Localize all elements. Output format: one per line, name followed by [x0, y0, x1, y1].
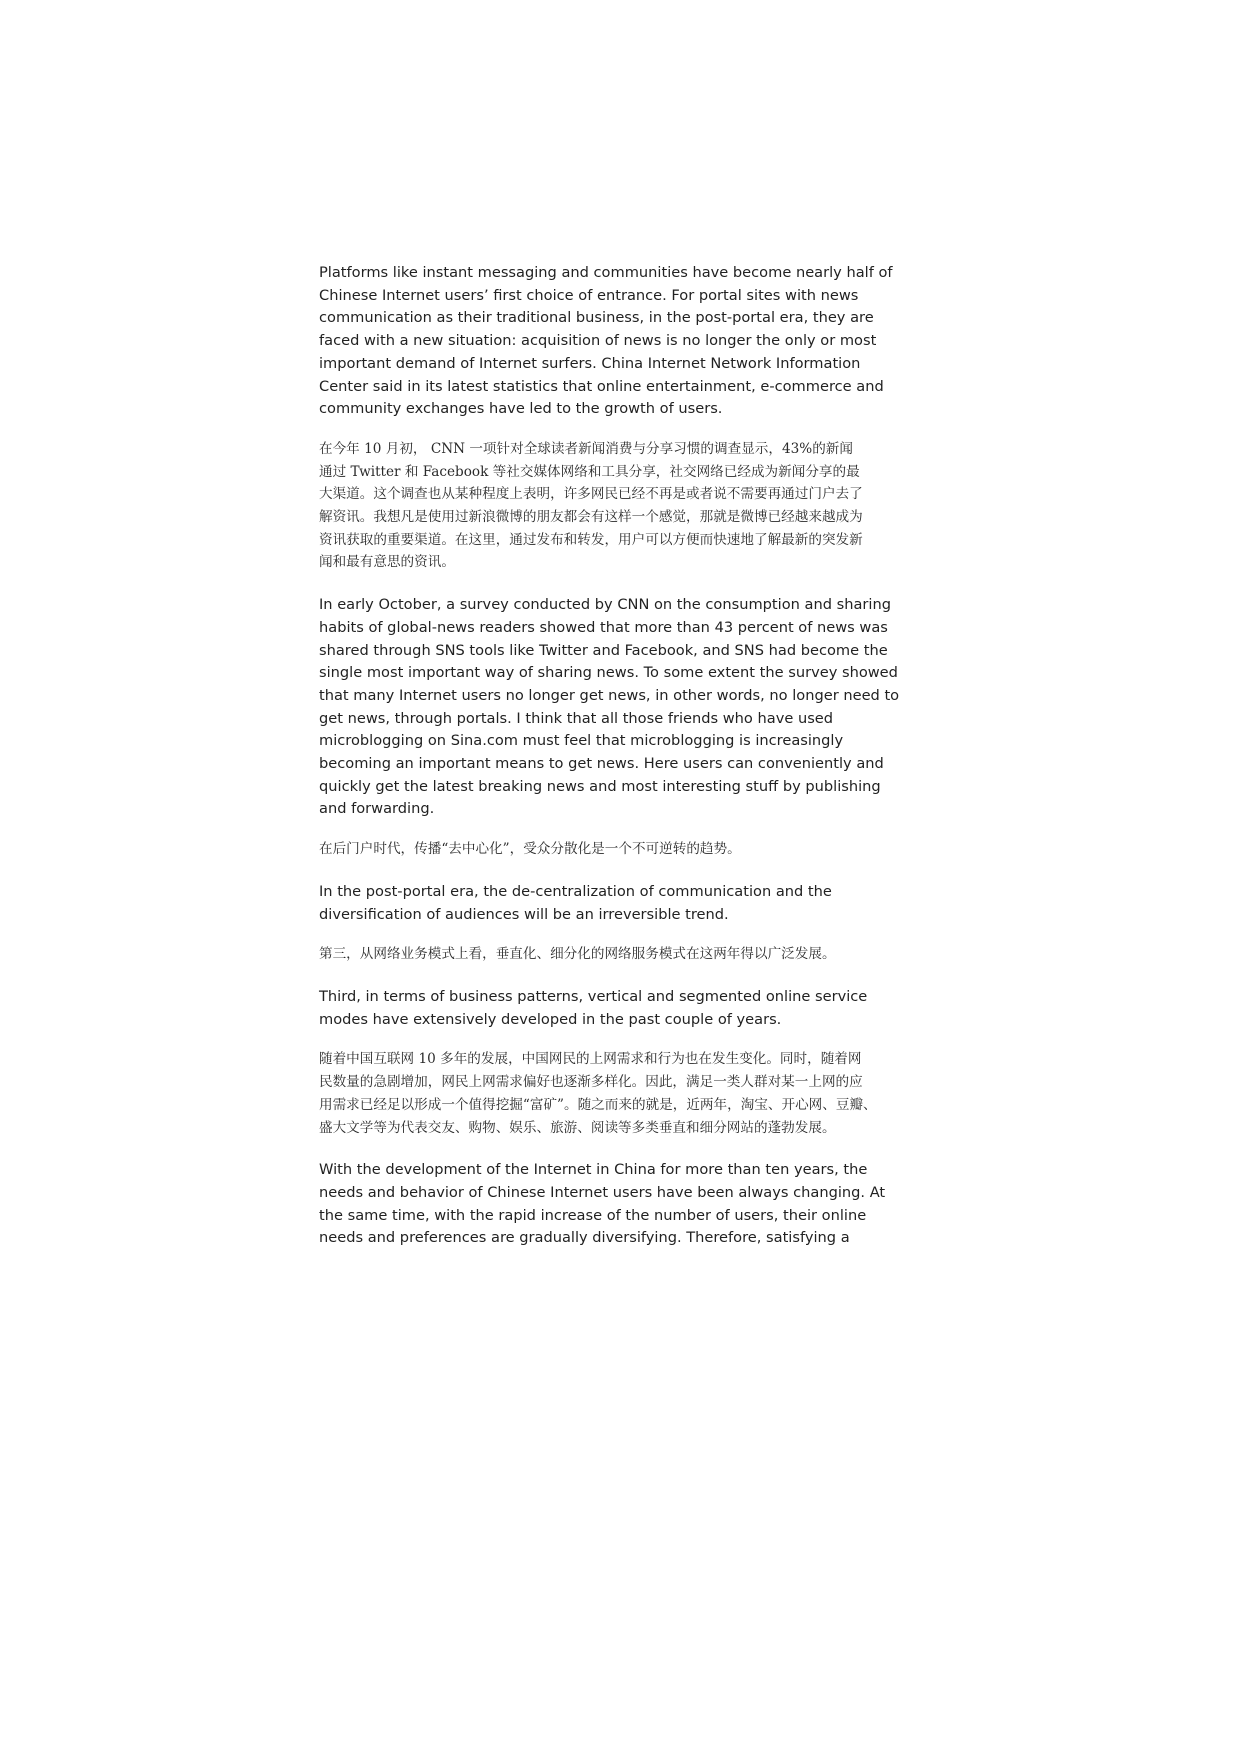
- paragraph-zh-3: 第三，从网络业务模式上看，垂直化、细分化的网络服务模式在这两年得以广泛发展。: [319, 946, 836, 963]
- text-column: [319, 262, 931, 1250]
- paragraph-en-2: In early October, a survey conducted by CNN on the consumption and sharing habits of global-news readers showed that more than 43 percent of news was shared through SNS tools like Twitter and Facebook, and SNS had become the single most important way of sharing news. To some extent the survey showed that many Internet users no longer get news, in other words, no longer need to get news, through portals. I think that all those friends who have used microblogging on Sina.com must feel that microblogging is increasingly becoming an important means to get news. Here users can conveniently and quickly get the latest breaking news and most interesting stuff by publishing and forwarding.: [319, 596, 900, 818]
- paragraph-en-4: Third, in terms of business patterns, vertical and segmented online service modes have extensively developed in the past couple of years.: [319, 987, 868, 1028]
- paragraph-zh-4: 随着中国互联网 10 多年的发展，中国网民的上网需求和行为也在发生变化。同时，随着网 民数量的急剧增加，网民上网需求偏好也逐渐多样化。因此，满足一类人群对某一上网的应 用需求已经足以形成一个值得挖掘“富矿”。随之而来的就是，近两年，淘宝、开心网、豆瓣、 盛大文学等为代表交友、购物、娱乐、旅游、阅读等多类垂直和细分网站的蓬勃发展。: [319, 1051, 877, 1136]
- paragraph-en-1: Platforms like instant messaging and communities have become nearly half of Chinese Internet users’ first choice of entrance. For portal sites with news communication as their traditional business, in the post-portal era, they are faced with a new situation: acquisition of news is no longer the only or most important demand of Internet surfers. China Internet Network Information Center said in its latest statistics that online entertainment, e-commerce and community exchanges have led to the growth of users.: [319, 264, 893, 418]
- paragraph-zh-1: 在今年 10 月初， CNN 一项针对全球读者新闻消费与分享习惯的调查显示，43%的新闻 通过 Twitter 和 Facebook 等社交媒体网络和工具分享，社交网络已经成为新闻分享的最 大渠道。这个调查也从某种程度上表明，许多网民已经不再是或者说不需要再通过门户去了 解资讯。我想凡是使用过新浪微博的朋友都会有这样一个感觉，那就是微博已经越来越成为 资讯获取的重要渠道。在这里，通过发布和转发，用户可以方便而快速地了解最新的突发新 闻和最有意思的资讯。: [319, 440, 863, 571]
- paragraph-en-3: In the post-portal era, the de-centralization of communication and the diversification of audiences will be an irreversible trend.: [319, 882, 832, 923]
- paragraph-zh-2: 在后门户时代，传播“去中心化”，受众分散化是一个不可逆转的趋势。: [319, 841, 741, 858]
- paragraph-en-5: With the development of the Internet in China for more than ten years, the needs and behavior of Chinese Internet users have been always changing. At the same time, with the rapid increase of the number of users, their online needs and preferences are gradually diversifying. Therefore, satisfying a: [319, 1161, 886, 1247]
